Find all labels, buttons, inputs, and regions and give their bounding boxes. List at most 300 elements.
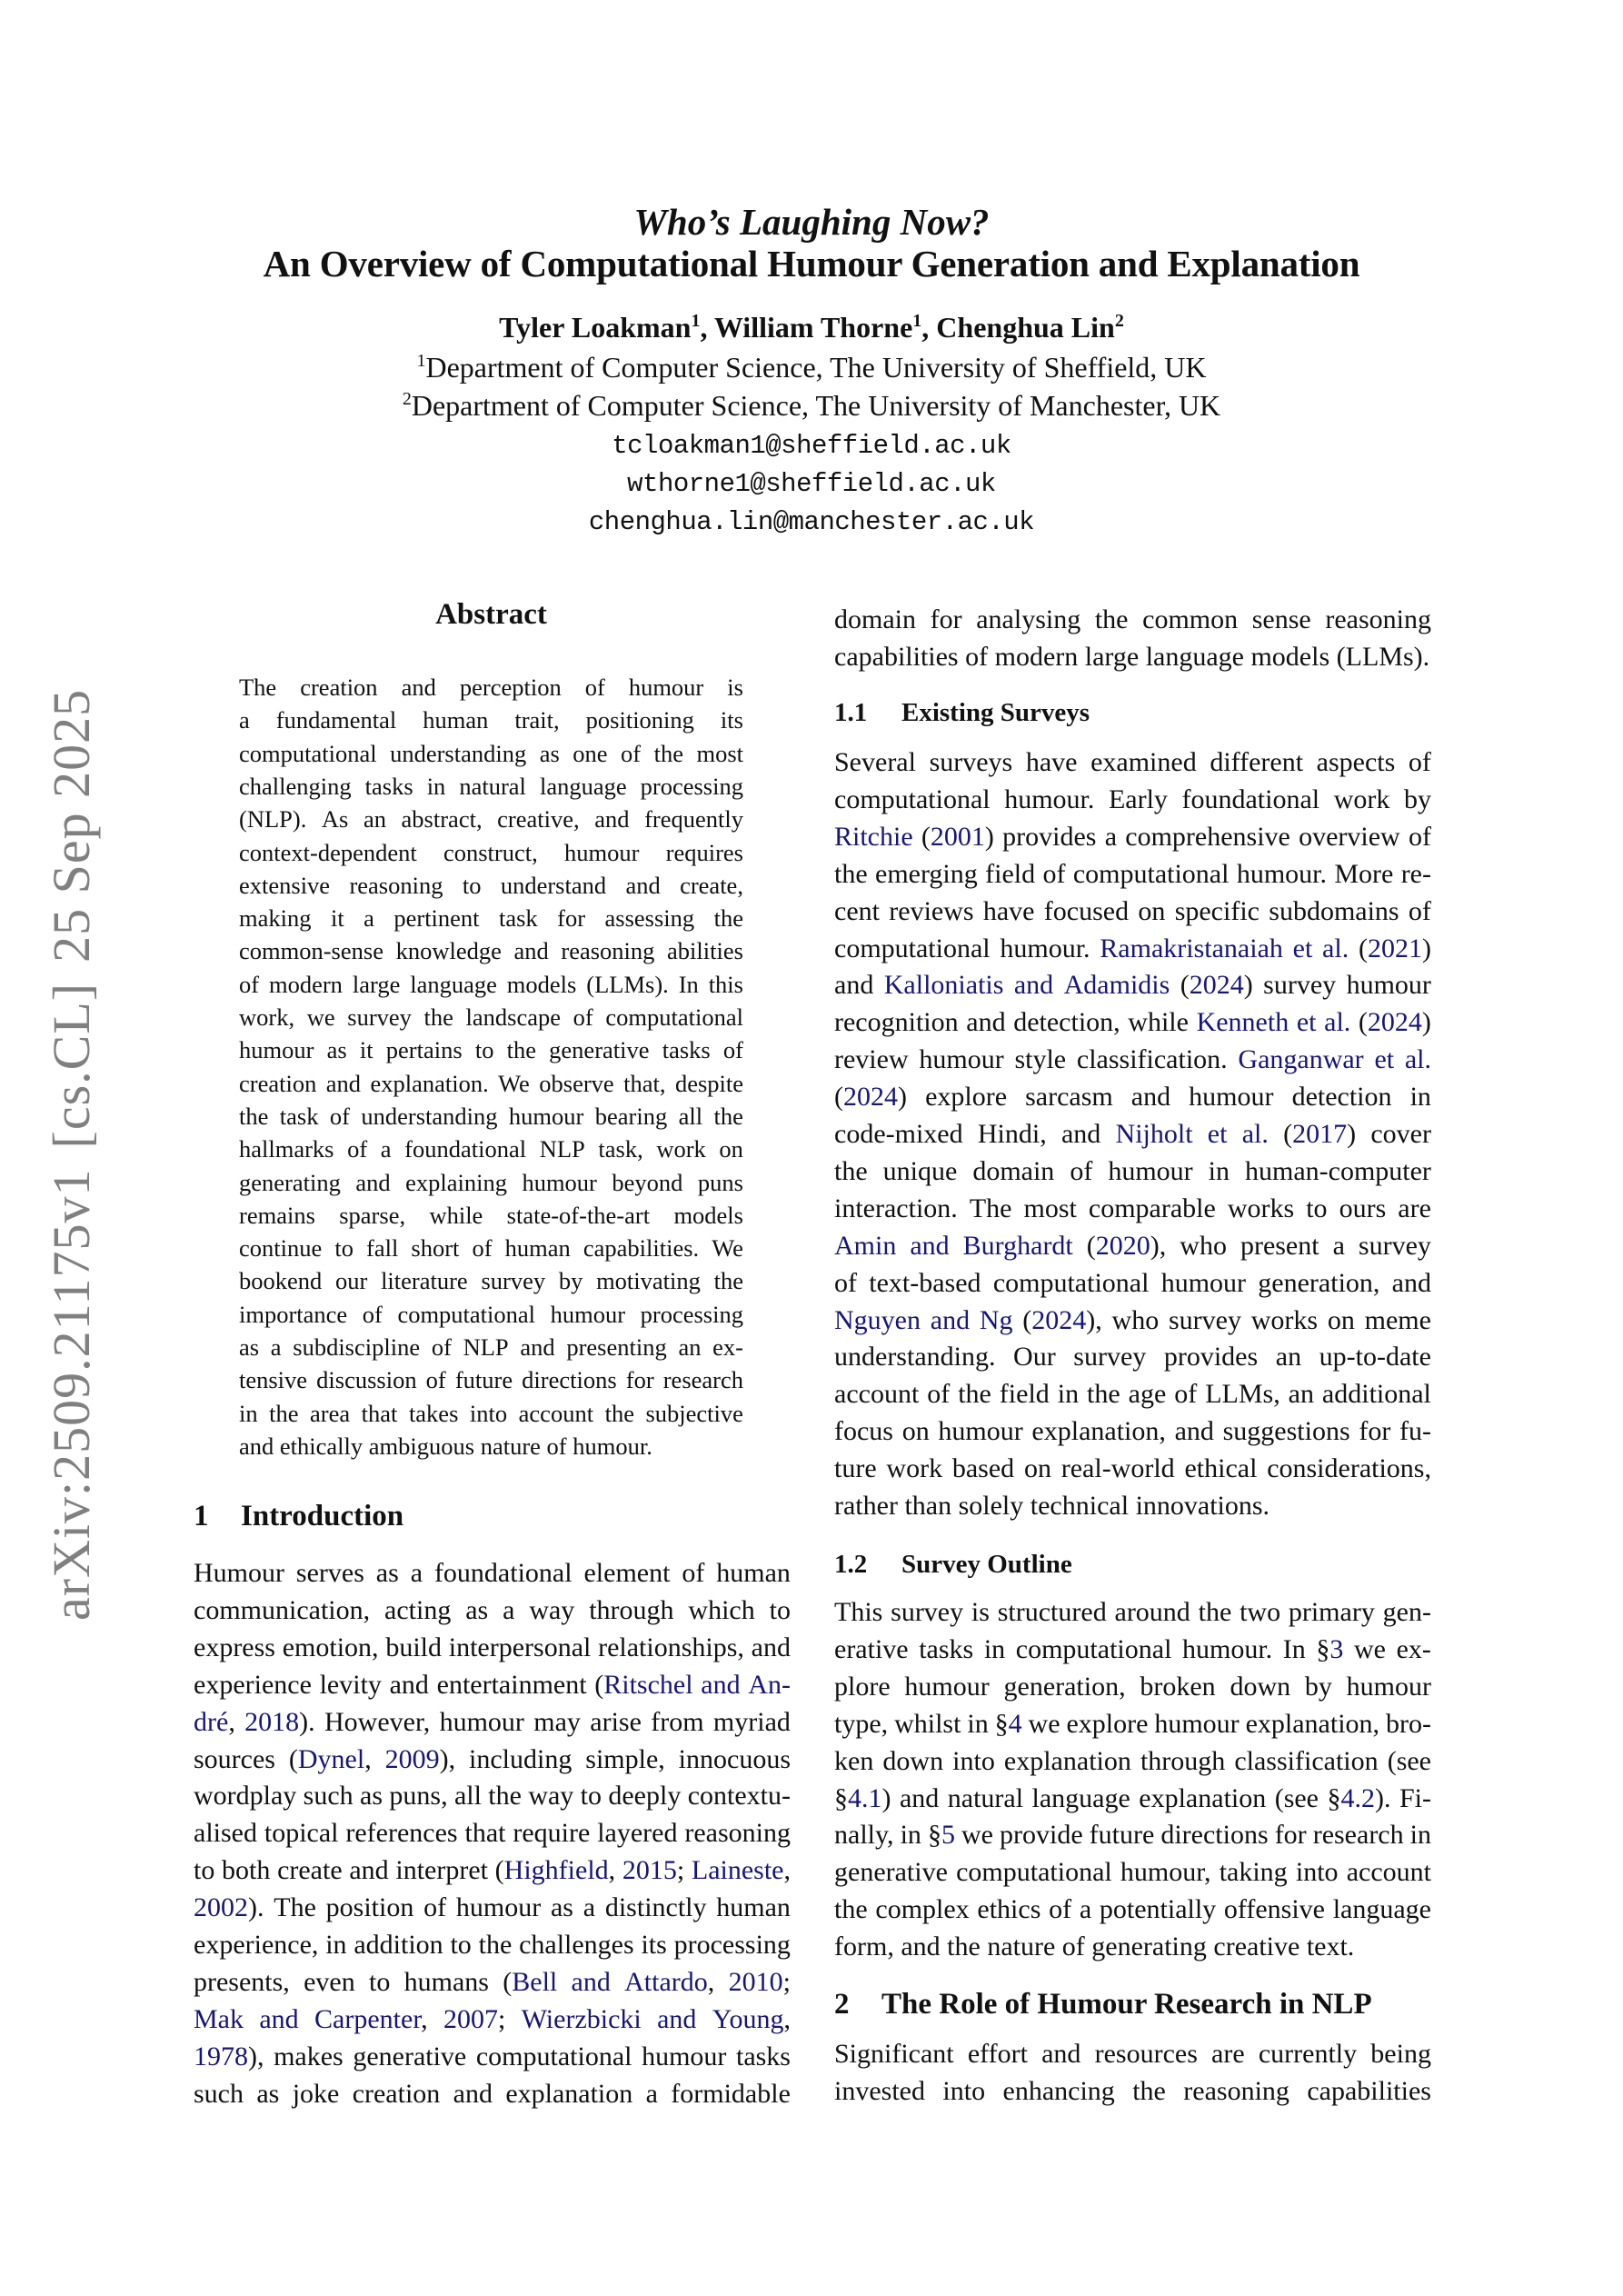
citation-link[interactable]: Ng bbox=[979, 1304, 1013, 1335]
word bbox=[1100, 933, 1283, 970]
text-fragment: literature bbox=[381, 1267, 468, 1295]
citation-link[interactable]: Ramakristanaiah bbox=[1100, 933, 1283, 963]
word bbox=[594, 805, 629, 842]
word bbox=[194, 1595, 370, 1632]
text-fragment: of bbox=[722, 1036, 743, 1064]
text-fragment: as bbox=[375, 1558, 399, 1588]
text-fragment: motivating bbox=[596, 1267, 701, 1295]
text-fragment: account bbox=[1346, 1857, 1431, 1888]
text-fragment: Significant bbox=[834, 2039, 954, 2069]
text-fragment: works bbox=[1250, 1304, 1319, 1335]
citation-link[interactable]: et bbox=[1374, 1044, 1395, 1075]
word bbox=[269, 1400, 298, 1436]
text-fragment: As bbox=[321, 805, 349, 834]
word bbox=[1090, 1820, 1155, 1856]
word bbox=[1140, 1746, 1225, 1782]
text-line bbox=[194, 1707, 791, 1743]
citation-link[interactable]: Ritschel bbox=[603, 1669, 693, 1700]
citation-link[interactable]: 2024 bbox=[1367, 1007, 1422, 1038]
word bbox=[674, 1930, 791, 1966]
text-fragment: meme bbox=[1364, 1304, 1431, 1335]
word bbox=[904, 1672, 989, 1708]
citation-link[interactable]: Mak bbox=[194, 2003, 244, 2034]
text-fragment: ( bbox=[1358, 933, 1368, 963]
citation-link[interactable]: Adamidis bbox=[1063, 970, 1170, 1001]
text-fragment: experience bbox=[194, 1669, 312, 1700]
word bbox=[424, 1003, 453, 1040]
citation-link[interactable]: 2017 bbox=[1292, 1119, 1348, 1149]
text-fragment: and bbox=[349, 1855, 389, 1886]
citation-link[interactable]: Nguyen bbox=[834, 1304, 921, 1335]
word bbox=[540, 1135, 585, 1172]
citation-link[interactable]: 2009 bbox=[384, 1743, 440, 1774]
text-fragment: ken bbox=[834, 1745, 874, 1776]
citation-link[interactable]: 2021 bbox=[1367, 933, 1422, 963]
text-fragment: humour bbox=[239, 1036, 314, 1064]
word bbox=[1154, 1709, 1239, 1745]
text-fragment: reasoning bbox=[349, 871, 443, 899]
word bbox=[712, 1234, 743, 1271]
word bbox=[264, 1818, 339, 1854]
word bbox=[194, 2004, 244, 2041]
text-fragment: generation, bbox=[1003, 1671, 1126, 1702]
text-fragment: We bbox=[712, 1234, 743, 1263]
text-fragment: being bbox=[1370, 2039, 1431, 2069]
text-fragment: and bbox=[1130, 1082, 1171, 1113]
text-fragment: humour bbox=[550, 1300, 626, 1328]
text-fragment: humour bbox=[439, 1706, 524, 1737]
text-fragment: surveys bbox=[929, 747, 1013, 777]
text-fragment: ours bbox=[1339, 1193, 1387, 1223]
citation-link[interactable]: 4.1 bbox=[848, 1782, 882, 1813]
text-fragment: trait, bbox=[514, 706, 560, 734]
citation-link[interactable]: et bbox=[1296, 1007, 1317, 1038]
word bbox=[1223, 1416, 1350, 1452]
text-line bbox=[239, 1301, 743, 1337]
word bbox=[450, 1930, 471, 1966]
text-fragment: NLP bbox=[463, 1333, 509, 1361]
text-fragment: directions bbox=[1160, 1820, 1269, 1851]
citation-link[interactable]: 2024 bbox=[1031, 1304, 1087, 1335]
citation-link[interactable]: and bbox=[1013, 970, 1054, 1001]
word bbox=[1370, 2039, 1431, 2075]
affiliation-mark: 2 bbox=[402, 389, 412, 409]
text-fragment: of bbox=[584, 674, 605, 701]
citation-link[interactable]: al. bbox=[1241, 1119, 1269, 1149]
word bbox=[1359, 1416, 1390, 1452]
word bbox=[834, 1044, 909, 1081]
text-fragment: landscape bbox=[465, 1003, 562, 1031]
text-line bbox=[194, 1632, 791, 1669]
word bbox=[983, 896, 1035, 933]
text-fragment: task, bbox=[598, 1135, 643, 1163]
word bbox=[904, 1491, 958, 1527]
citation-link[interactable]: Highfield bbox=[503, 1855, 609, 1886]
word bbox=[1328, 1305, 1355, 1342]
text-fragment: computational bbox=[397, 1300, 536, 1328]
text-fragment: foundational bbox=[404, 1135, 527, 1163]
word bbox=[657, 2004, 696, 2041]
text-fragment: analysing bbox=[976, 604, 1081, 634]
text-fragment: explanation bbox=[505, 2078, 633, 2109]
text-line bbox=[239, 1103, 743, 1139]
word bbox=[882, 1746, 943, 1782]
word bbox=[1327, 1783, 1390, 1820]
word bbox=[1024, 1453, 1051, 1490]
text-fragment: nature bbox=[987, 1932, 1056, 1962]
word bbox=[884, 970, 1004, 1006]
word bbox=[460, 674, 562, 710]
text-fragment: the bbox=[604, 1399, 634, 1427]
text-fragment: and bbox=[453, 2078, 493, 2109]
citation-link[interactable]: 2015 bbox=[622, 1855, 677, 1886]
word bbox=[1183, 2076, 1289, 2112]
word bbox=[239, 937, 383, 973]
word bbox=[894, 1709, 961, 1745]
text-fragment: humour bbox=[1346, 970, 1431, 1001]
text-fragment: offensive bbox=[1223, 1894, 1325, 1925]
word bbox=[597, 1818, 677, 1854]
text-fragment: age bbox=[1128, 1379, 1167, 1410]
word bbox=[834, 1597, 882, 1633]
citation-link[interactable]: Bell bbox=[512, 1966, 558, 1997]
text-fragment: despite bbox=[674, 1069, 743, 1097]
word bbox=[1313, 1820, 1404, 1856]
text-fragment: research bbox=[1312, 1820, 1404, 1851]
text-fragment: interpret bbox=[395, 1855, 488, 1886]
word bbox=[1013, 1342, 1056, 1378]
word bbox=[1317, 747, 1396, 784]
text-fragment: and bbox=[751, 1632, 791, 1662]
word bbox=[834, 1082, 907, 1118]
citation-link[interactable]: al. bbox=[1322, 933, 1349, 963]
word bbox=[713, 1707, 791, 1743]
text-fragment: foundational bbox=[1181, 784, 1320, 814]
text-fragment: of bbox=[1408, 747, 1431, 777]
citation-link[interactable]: 2007 bbox=[443, 2003, 498, 2034]
text-fragment: capabilities bbox=[1307, 2075, 1431, 2106]
citation-link[interactable]: 4.2 bbox=[1340, 1782, 1375, 1813]
word bbox=[977, 1894, 1041, 1931]
word bbox=[952, 1453, 1014, 1490]
text-fragment: field bbox=[985, 858, 1036, 889]
word bbox=[1258, 1268, 1379, 1304]
word bbox=[449, 1632, 592, 1669]
text-fragment: classification bbox=[1234, 1745, 1379, 1776]
text-fragment: bearing bbox=[594, 1102, 668, 1130]
text-fragment: generating bbox=[239, 1168, 341, 1196]
text-fragment: survey bbox=[481, 1267, 546, 1295]
word bbox=[369, 1967, 390, 2003]
citation-link[interactable]: Ritchie bbox=[834, 821, 913, 852]
text-fragment: explore bbox=[1066, 1708, 1149, 1739]
citation-link[interactable]: 5 bbox=[941, 1820, 955, 1851]
word bbox=[1410, 1820, 1431, 1856]
text-fragment: , bbox=[421, 2003, 428, 2034]
text-line bbox=[834, 1672, 1431, 1708]
citation-link[interactable]: et bbox=[1292, 933, 1313, 963]
word bbox=[1263, 970, 1336, 1006]
word bbox=[239, 1400, 258, 1436]
text-fragment: plore bbox=[834, 1671, 891, 1702]
author-affil-mark: 1 bbox=[912, 311, 922, 331]
word bbox=[1120, 1857, 1211, 1893]
text-fragment: of bbox=[431, 1333, 452, 1361]
citation-link[interactable]: Burghardt bbox=[962, 1230, 1073, 1261]
text-fragment: humour. bbox=[1000, 933, 1090, 963]
word bbox=[573, 740, 607, 776]
text-line bbox=[834, 859, 1431, 895]
word bbox=[1070, 1156, 1092, 1193]
word bbox=[641, 773, 743, 809]
word bbox=[349, 872, 443, 908]
text-fragment: unique bbox=[882, 1155, 958, 1186]
text-fragment: the bbox=[834, 1894, 868, 1925]
word bbox=[961, 1820, 993, 1856]
word bbox=[598, 1632, 744, 1669]
citation-link[interactable]: and bbox=[930, 1304, 971, 1335]
word bbox=[300, 674, 377, 710]
citation-link[interactable]: 4 bbox=[1008, 1708, 1022, 1739]
word bbox=[624, 1967, 714, 2003]
text-fragment: we bbox=[1354, 1633, 1386, 1664]
text-fragment: specific bbox=[1174, 895, 1260, 926]
text-fragment: The bbox=[274, 1892, 316, 1923]
word bbox=[971, 1597, 990, 1633]
text-fragment: the bbox=[1094, 604, 1129, 634]
citation-link[interactable]: 2018 bbox=[244, 1706, 300, 1737]
citation-link[interactable]: Kenneth bbox=[1196, 1007, 1289, 1038]
text-fragment: who bbox=[1180, 1230, 1227, 1261]
text-fragment: ) bbox=[1421, 1007, 1431, 1038]
text-fragment: down bbox=[882, 1745, 944, 1776]
word bbox=[476, 2041, 632, 2078]
word bbox=[1112, 1305, 1160, 1342]
word bbox=[834, 1305, 921, 1342]
word bbox=[959, 1491, 1031, 1527]
word bbox=[1089, 1193, 1216, 1230]
word bbox=[1025, 1082, 1113, 1118]
citation-link[interactable]: Laineste bbox=[691, 1855, 784, 1886]
word bbox=[427, 773, 446, 809]
text-fragment: by bbox=[1304, 1671, 1332, 1702]
word bbox=[1004, 1746, 1131, 1782]
word bbox=[583, 1558, 670, 1594]
text-fragment: human-computer bbox=[1244, 1155, 1431, 1186]
text-fragment: type, bbox=[834, 1708, 889, 1739]
text-fragment: explore bbox=[925, 1082, 1008, 1113]
word bbox=[1169, 1305, 1241, 1342]
text-fragment: way bbox=[529, 1594, 575, 1625]
text-fragment: emerging bbox=[875, 858, 978, 889]
email-link[interactable]: tcloakman1@sheffield.ac.uk bbox=[612, 431, 1011, 461]
text-fragment: an bbox=[1275, 1342, 1302, 1373]
text-fragment: the bbox=[713, 1102, 743, 1130]
text-fragment: survey bbox=[1358, 1230, 1431, 1261]
word bbox=[889, 896, 973, 933]
citation-link[interactable]: Dynel bbox=[297, 1743, 365, 1774]
text-fragment: models bbox=[506, 970, 577, 998]
text-fragment: which bbox=[688, 1594, 755, 1625]
citation-link[interactable]: Nijholt bbox=[1115, 1119, 1193, 1149]
word bbox=[583, 1234, 699, 1271]
text-fragment: for bbox=[930, 604, 962, 634]
text-fragment: (LLMs). bbox=[1336, 641, 1430, 672]
text-fragment: NLP bbox=[539, 1135, 585, 1163]
word bbox=[581, 1781, 602, 1817]
citation-link[interactable]: An- bbox=[748, 1669, 791, 1700]
word bbox=[1066, 1709, 1148, 1745]
text-fragment: require bbox=[513, 1818, 591, 1849]
word bbox=[497, 805, 579, 842]
word bbox=[585, 674, 605, 710]
citation-link[interactable]: 2010 bbox=[728, 1966, 783, 1997]
word bbox=[440, 1707, 524, 1743]
text-fragment: and bbox=[355, 1168, 391, 1196]
citation-link[interactable]: 2002 bbox=[194, 1892, 248, 1923]
text-fragment: , bbox=[228, 1706, 235, 1737]
word bbox=[834, 1416, 893, 1452]
word bbox=[194, 1632, 275, 1669]
citation-link[interactable]: al. bbox=[1404, 1044, 1431, 1075]
word bbox=[1087, 1231, 1167, 1267]
author-name: Tyler Loakman bbox=[499, 311, 692, 344]
word bbox=[1032, 1783, 1130, 1820]
text-fragment: style bbox=[1014, 1044, 1067, 1075]
text-line bbox=[194, 1781, 791, 1817]
text-fragment: ture bbox=[834, 1453, 877, 1484]
word bbox=[503, 1595, 514, 1632]
word bbox=[1180, 970, 1253, 1006]
citation-link[interactable]: Young bbox=[712, 2003, 784, 2034]
text-fragment: humour bbox=[1108, 1155, 1193, 1186]
text-fragment: the bbox=[1198, 1597, 1232, 1627]
citation-link[interactable]: 2001 bbox=[930, 821, 985, 852]
citation-link[interactable]: dré bbox=[194, 1706, 229, 1737]
citation-link[interactable]: Carpenter bbox=[314, 2003, 422, 2034]
text-line bbox=[834, 1857, 1431, 1893]
word bbox=[1347, 1857, 1431, 1893]
text-fragment: even bbox=[304, 1966, 355, 1997]
word bbox=[326, 1070, 361, 1106]
word bbox=[365, 773, 413, 809]
word bbox=[1401, 859, 1431, 895]
text-fragment: in bbox=[900, 1820, 921, 1851]
text-fragment: (NLP). bbox=[239, 805, 307, 834]
citation-link[interactable]: and bbox=[259, 2003, 299, 2034]
text-fragment: humour bbox=[1160, 1267, 1247, 1298]
citation-link[interactable]: and bbox=[657, 2003, 697, 2034]
citation-link[interactable]: and bbox=[701, 1669, 741, 1700]
text-fragment: nature bbox=[480, 1432, 541, 1460]
text-fragment: ( bbox=[494, 1855, 504, 1886]
citation-link[interactable]: and bbox=[571, 1966, 611, 1997]
word bbox=[925, 1082, 1007, 1118]
text-fragment: of bbox=[1049, 1894, 1072, 1925]
text-fragment: review bbox=[834, 1044, 909, 1075]
citation-link[interactable]: 2020 bbox=[1095, 1230, 1150, 1261]
text-fragment: to bbox=[474, 1036, 494, 1064]
affiliation-1 bbox=[0, 351, 1623, 384]
word bbox=[381, 1135, 392, 1172]
citation-link[interactable]: and bbox=[910, 1230, 950, 1261]
text-fragment: comprehensive bbox=[1125, 821, 1290, 852]
citation-link[interactable]: Kalloniatis bbox=[883, 970, 1004, 1001]
word bbox=[605, 1400, 634, 1436]
citation-link[interactable]: 1978 bbox=[194, 2041, 248, 2071]
word bbox=[507, 1036, 536, 1073]
citation-link[interactable]: 2024 bbox=[1189, 970, 1244, 1001]
word bbox=[1246, 1709, 1379, 1745]
text-fragment: context-dependent bbox=[239, 838, 417, 866]
text-fragment: and bbox=[594, 805, 630, 834]
word bbox=[1224, 1894, 1325, 1931]
text-fragment: the bbox=[834, 1155, 868, 1186]
text-fragment: on bbox=[719, 1135, 743, 1163]
email-link[interactable]: wthorne1@sheffield.ac.uk bbox=[627, 469, 996, 499]
word bbox=[1307, 2076, 1431, 2112]
text-fragment: on bbox=[1138, 895, 1166, 926]
citation-link[interactable]: 2024 bbox=[843, 1082, 898, 1113]
word bbox=[1175, 1416, 1214, 1452]
word bbox=[1392, 1268, 1431, 1304]
word bbox=[423, 1892, 446, 1929]
citation-link[interactable]: Ganganwar bbox=[1238, 1044, 1364, 1075]
word bbox=[410, 971, 497, 1007]
text-line bbox=[834, 1453, 1431, 1490]
citation-link[interactable]: Amin bbox=[834, 1230, 897, 1261]
text-fragment: of bbox=[573, 1003, 593, 1031]
text-fragment: ). bbox=[1374, 1782, 1391, 1813]
word bbox=[280, 1103, 319, 1139]
citation-link[interactable]: et bbox=[1207, 1119, 1228, 1149]
word bbox=[1269, 896, 1399, 933]
word bbox=[998, 1597, 1107, 1633]
author-name: William Thorne bbox=[713, 311, 913, 344]
word bbox=[1139, 1783, 1266, 1820]
citation-link[interactable]: Wierzbicki bbox=[521, 2003, 642, 2034]
word bbox=[1316, 1634, 1343, 1671]
word bbox=[304, 1781, 353, 1817]
word bbox=[927, 1379, 950, 1415]
citation-link[interactable]: 3 bbox=[1329, 1633, 1344, 1664]
text-fragment: a bbox=[1079, 1894, 1092, 1925]
text-fragment: the bbox=[713, 1267, 743, 1295]
affiliation-text: Department of Computer Science, The University of Manchester, UK bbox=[411, 389, 1221, 422]
word bbox=[1325, 604, 1431, 641]
text-fragment: rather bbox=[834, 1491, 898, 1521]
word bbox=[1049, 1894, 1071, 1931]
email-link[interactable]: chenghua.lin@manchester.ac.uk bbox=[588, 507, 1035, 537]
text-fragment: present bbox=[1240, 1230, 1319, 1261]
word bbox=[883, 1156, 958, 1193]
text-fragment: presenting bbox=[566, 1333, 667, 1361]
word bbox=[1283, 1634, 1306, 1671]
word bbox=[239, 839, 417, 875]
citation-link[interactable]: Attardo bbox=[624, 1966, 708, 1997]
citation-link[interactable]: al. bbox=[1324, 1007, 1351, 1038]
word bbox=[409, 1400, 458, 1436]
word bbox=[239, 971, 259, 1007]
text-fragment: a bbox=[1104, 821, 1118, 852]
word bbox=[985, 859, 1035, 895]
text-fragment: its bbox=[641, 1930, 667, 1960]
text-fragment: focus bbox=[834, 1416, 893, 1447]
word bbox=[716, 1558, 791, 1594]
text-line bbox=[239, 971, 743, 1007]
text-fragment: work bbox=[886, 1453, 943, 1484]
word bbox=[834, 933, 991, 970]
